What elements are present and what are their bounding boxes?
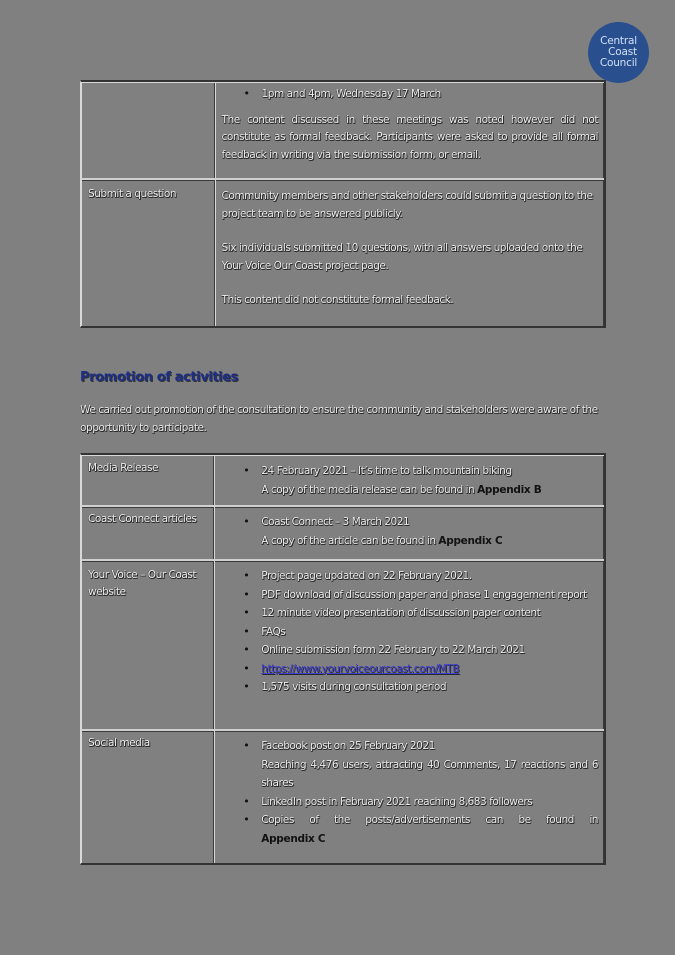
- facebook-detail: Reaching 4,476 users, attracting 40 Comments, 17 reactions and 6 shares: [261, 758, 598, 789]
- appendix-reference: Appendix C: [261, 832, 326, 845]
- paragraph: Community members and other stakeholders could submit a question to the project team to be answered publicly.: [221, 190, 593, 220]
- row-label: Social media: [81, 729, 214, 863]
- list-item: • PDF download of discussion paper and phase 1 engagement report: [221, 586, 598, 605]
- row-label: [81, 82, 215, 178]
- copies-text: Copies of the posts/advertisements can be found in: [261, 814, 598, 826]
- list-item: • Coast Connect – 3 March 2021: [221, 513, 598, 532]
- note: [221, 830, 598, 849]
- bullet-list: [221, 513, 598, 532]
- appendix-reference: Appendix B: [477, 483, 542, 496]
- paragraph: The content discussed in these meetings was noted however did not constitute as formal feedback. Participants were asked to provide all formal feedback in writing via the submission form, or email.: [221, 113, 598, 161]
- row-content: [215, 82, 604, 178]
- bullet-list: [221, 737, 598, 830]
- table-row: [81, 729, 604, 863]
- section-heading: Promotion of activities: [80, 370, 238, 385]
- list-item: • 24 February 2021 – It’s time to talk mountain biking: [221, 462, 598, 481]
- note: [221, 481, 598, 500]
- facebook-post: Facebook post on 25 February 2021: [261, 740, 435, 752]
- table-row: [81, 455, 604, 505]
- appendix-reference: Appendix C: [438, 534, 503, 547]
- central-coast-council-logo: [588, 22, 649, 83]
- list-item: • 1,575 visits during consultation period: [221, 678, 598, 697]
- row-label: Media Release: [81, 455, 214, 505]
- table-row: [81, 559, 604, 729]
- promotion-activities-table: [80, 453, 606, 865]
- list-item: [221, 811, 598, 830]
- table-row: [81, 505, 604, 559]
- table-row: [81, 178, 604, 326]
- logo-line-3: Council: [599, 57, 638, 69]
- list-item: • FAQs: [221, 623, 598, 642]
- consultation-activities-table: [80, 80, 606, 328]
- logo-line-1: Central: [600, 35, 637, 47]
- row-label: Your Voice – Our Coast website: [81, 559, 214, 729]
- row-label: Submit a question: [81, 178, 215, 326]
- logo-line-2: Coast: [608, 46, 637, 58]
- list-item: • Online submission form 22 February to 22 March 2021: [221, 641, 598, 660]
- list-item: • 1pm and 4pm, Wednesday 17 March: [222, 85, 598, 104]
- project-link[interactable]: https://www.yourvoiceourcoast.com/MTB: [261, 662, 460, 675]
- bullet-list: [222, 85, 598, 104]
- row-content: [214, 559, 604, 729]
- list-item: [221, 737, 598, 793]
- paragraph: This content did not constitute formal feedback.: [221, 294, 454, 306]
- note-text: A copy of the media release can be found in: [261, 483, 478, 496]
- row-content: [215, 178, 604, 326]
- bullet-list: [221, 462, 598, 481]
- row-content: [214, 505, 604, 559]
- row-label: Coast Connect articles: [81, 505, 214, 559]
- list-item: • 12 minute video presentation of discussion paper content: [221, 604, 598, 623]
- list-item: [221, 660, 598, 679]
- note-text: A copy of the article can be found in: [261, 534, 439, 547]
- list-item: • Project page updated on 22 February 2021.: [221, 567, 598, 586]
- bullet-list: [221, 567, 598, 697]
- section-intro: We carried out promotion of the consultation to ensure the community and stakeholders were aware of the opportunity to participate.: [80, 404, 598, 434]
- note: [221, 532, 598, 551]
- paragraph: Six individuals submitted 10 questions, with all answers uploaded onto the Your Voice Our Coast project page.: [221, 242, 583, 272]
- list-item: • LinkedIn post in February 2021 reaching 8,683 followers: [221, 793, 598, 812]
- row-content: [214, 729, 604, 863]
- row-content: [214, 455, 604, 505]
- table-row: [81, 82, 604, 178]
